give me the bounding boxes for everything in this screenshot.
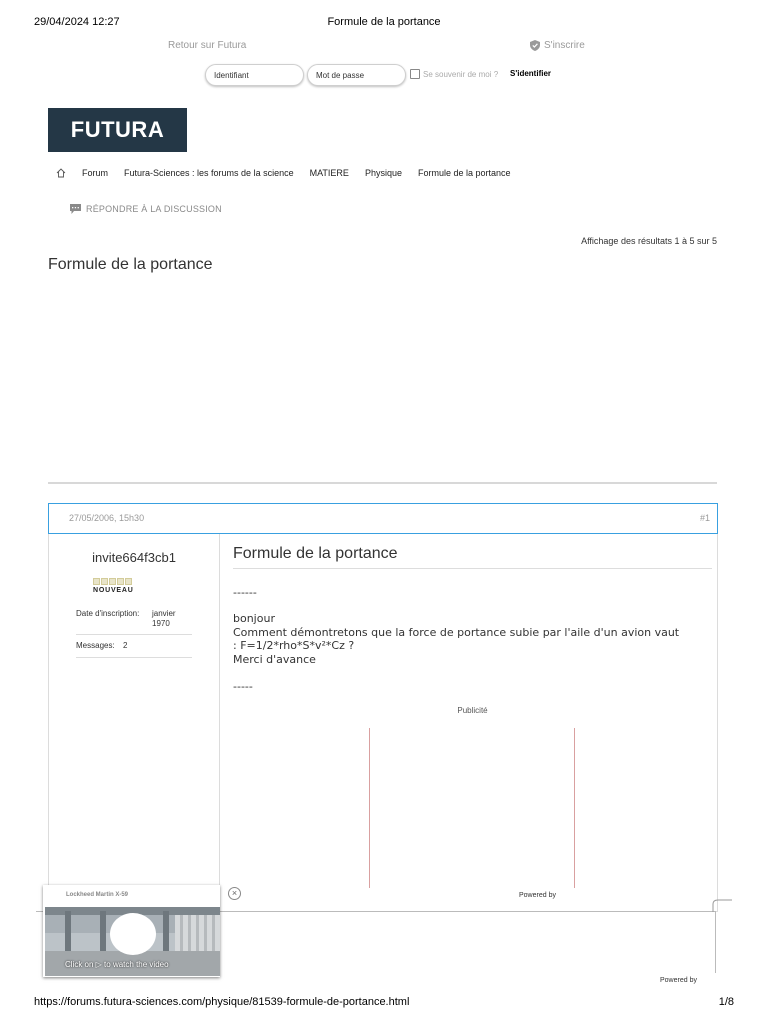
reply-label: RÉPONDRE À LA DISCUSSION — [86, 204, 222, 214]
registration-label: Date d'inscription: — [76, 609, 140, 618]
futura-logo[interactable] — [48, 108, 187, 152]
rank-star — [125, 578, 132, 585]
breadcrumb-forum[interactable]: Forum — [82, 168, 109, 178]
ad-border — [574, 728, 575, 888]
divider — [48, 482, 717, 484]
video-scene — [163, 911, 169, 951]
signup-link[interactable] — [530, 40, 585, 51]
post-title-divider — [233, 568, 712, 569]
powered-by-label: Powered by — [660, 977, 697, 984]
breadcrumb-futura-sciences[interactable]: Futura-Sciences : les forums de la science — [124, 168, 294, 178]
close-ad-button[interactable]: × — [228, 887, 241, 900]
post-permalink[interactable]: #1 — [699, 513, 710, 523]
remember-me-label: Se souvenir de moi ? — [423, 69, 499, 79]
home-icon[interactable] — [56, 168, 66, 178]
info-divider — [76, 657, 192, 658]
ad-corner-icon — [712, 896, 732, 912]
rank-star — [109, 578, 116, 585]
breadcrumb — [56, 168, 527, 178]
message-line: : F=1/2*rho*S*v²*Cz ? — [233, 639, 355, 652]
logo-text: FUTURA — [70, 117, 165, 142]
messages-count: 2 — [123, 641, 128, 650]
results-count: Affichage des résultats 1 à 5 sur 5 — [581, 236, 717, 246]
ad-label: Publicité — [457, 706, 488, 715]
user-rank: NOUVEAU — [93, 587, 134, 594]
breadcrumb-current-thread[interactable]: Formule de la portance — [417, 168, 511, 178]
breadcrumb-matiere[interactable]: MATIERE — [309, 168, 349, 178]
shield-icon — [530, 40, 540, 51]
video-title: Lockheed Martin X-59 — [66, 892, 129, 898]
post-author[interactable]: invite664f3cb1 — [92, 550, 176, 565]
speech-bubble-icon — [70, 204, 81, 214]
rank-star — [117, 578, 124, 585]
video-scene — [65, 911, 71, 951]
messages-label: Messages: — [76, 641, 115, 650]
post-title: Formule de la portance — [233, 545, 398, 562]
rank-stars — [93, 578, 132, 585]
message-line: ------ — [233, 586, 257, 599]
message-line: ----- — [233, 680, 253, 693]
reply-to-thread-button[interactable] — [70, 204, 222, 214]
print-title: Formule de la portance — [327, 16, 441, 28]
print-url: https://forums.futura-sciences.com/physique/81539-formule-de-portance.html — [34, 996, 410, 1008]
ad-border — [369, 728, 370, 888]
post-date: 27/05/2006, 15h30 — [69, 513, 145, 523]
back-to-futura-link[interactable]: Retour sur Futura — [168, 40, 247, 51]
user-info-column — [48, 534, 220, 912]
rank-star — [93, 578, 100, 585]
video-scene — [100, 911, 106, 951]
thread-title: Formule de la portance — [48, 256, 213, 273]
info-divider — [76, 634, 192, 635]
username-input[interactable] — [205, 64, 304, 86]
password-input[interactable] — [307, 64, 406, 86]
video-thumbnail[interactable] — [45, 907, 220, 976]
checkbox-box[interactable] — [410, 69, 420, 79]
message-line: Comment démontretons que la force de portance subie par l'aile d'un avion vaut — [233, 626, 680, 639]
breadcrumb-physique[interactable]: Physique — [364, 168, 402, 178]
video-overlay-text: Click on ▷ to watch the video — [65, 960, 169, 969]
powered-by-label: Powered by — [519, 892, 556, 899]
message-line: bonjour — [233, 612, 275, 625]
registration-month: janvier — [152, 609, 176, 618]
play-button[interactable] — [110, 913, 156, 955]
message-line: Merci d'avance — [233, 653, 316, 666]
print-datetime: 29/04/2024 12:27 — [34, 16, 120, 28]
rank-star — [101, 578, 108, 585]
login-button[interactable]: S'identifier — [510, 69, 552, 78]
signup-label: S'inscrire — [544, 40, 585, 51]
registration-year: 1970 — [152, 619, 170, 628]
post-header — [48, 503, 718, 534]
remember-me-checkbox[interactable] — [410, 69, 498, 79]
print-page-number: 1/8 — [718, 996, 734, 1008]
